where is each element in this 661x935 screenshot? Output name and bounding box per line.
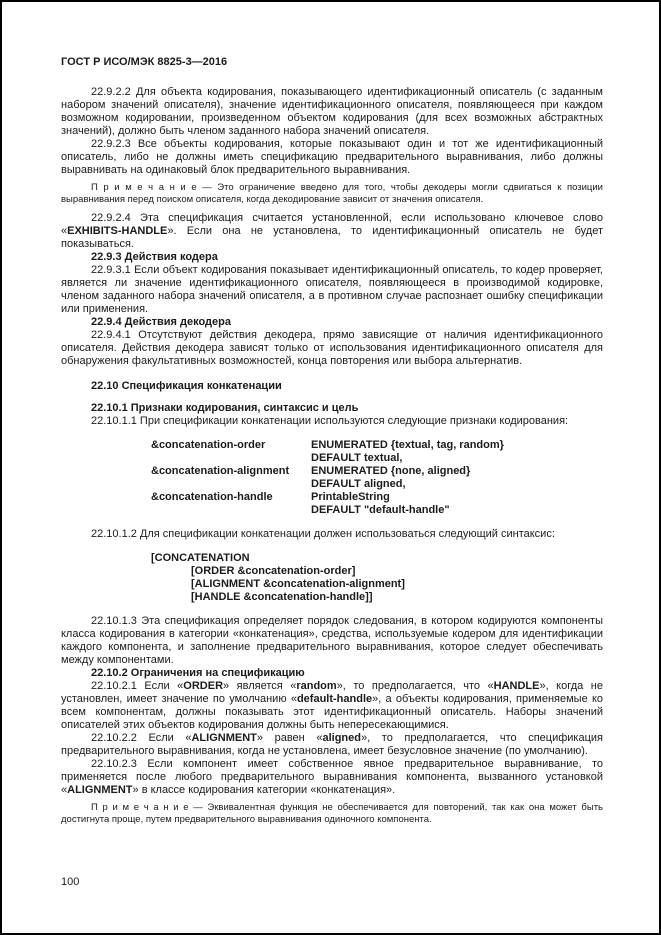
syntax-line: [ORDER &concatenation-order] [191, 565, 356, 577]
syntax-block [151, 552, 603, 604]
document-body [61, 86, 603, 825]
paragraph: 22.9.4.1 Отсутствуют действия декодера, прямо зависящие от наличия идентификационного описателя. Действия декодера зависят только от использования идентификационного описателя для обнаружения факультативных возможностей, конца повторения или выбора альтернатив. [61, 329, 603, 367]
field-value: ENUMERATED {none, aligned} DEFAULT aligned, [311, 465, 471, 490]
syntax-line: [HANDLE &concatenation-handle]] [191, 591, 373, 603]
field-name: &concatenation-order [151, 439, 266, 451]
field-value: PrintableString DEFAULT "default-handle" [311, 491, 450, 516]
note: П р и м е ч а н и е — Это ограничение введено для того, чтобы декодеры могли сдвигаться к позиции выравнивания перед поиском описателя, когда декодирование зависит от значения описателя. [61, 182, 603, 205]
paragraph: 22.10.2.2 Если «ALIGNMENT» равен «aligned», то предполагается, что спецификация предварительного выравнивания, когда не установлена, имеет безусловное значение (по умолчанию). [61, 732, 603, 757]
section-heading: 22.10 Спецификация конкатенации [91, 380, 282, 392]
heading: 22.9.3 Действия кодера [91, 251, 218, 263]
field-definition-row [151, 465, 603, 491]
syntax-line: [ALIGNMENT &concatenation-alignment] [191, 578, 405, 590]
syntax-line: [CONCATENATION [151, 552, 250, 564]
paragraph: 22.9.2.3 Все объекты кодирования, которые показывают один и тот же идентификационный описатель, либо не должны иметь спецификацию предварительного выравнивания, либо должны выравнивать на одинаковый блок предварительного выравнивания. [61, 138, 603, 176]
running-header: ГОСТ Р ИСО/МЭК 8825-3—2016 [61, 56, 228, 68]
paragraph: 22.10.2.3 Если компонент имеет собственное явное предварительное выравнивание, то применяется после любого предварительного выравнивания компонента, вызванного установкой «ALIGNMENT» в классе кодирования категории «конкатенация». [61, 758, 603, 796]
paragraph: 22.10.1.2 Для спецификации конкатенации должен использоваться следующий синтаксис: [91, 528, 555, 540]
field-definition-row [151, 439, 603, 465]
note: П р и м е ч а н и е — Эквивалентная функция не обеспечивается для повторений, так как она может быть достигнута проще, путем предварительного выравнивания одиночного компонента. [61, 802, 603, 825]
page-number: 100 [61, 876, 80, 888]
field-value: ENUMERATED {textual, tag, random} DEFAULT textual, [311, 439, 504, 464]
document-content [61, 56, 603, 832]
field-definition-list [151, 439, 603, 517]
paragraph: 22.9.2.2 Для объекта кодирования, показывающего идентификационный описатель (с заданным набором значений описателя), значение идентификационного описателя, появляющееся при каждом возможном кодировании, произведенном объектом кодирования (для всех возможных абстрактных значений), должно быть членом заданного набора значений описателя. [61, 86, 603, 137]
field-definition-row [151, 491, 603, 517]
field-name: &concatenation-handle [151, 491, 273, 503]
heading: 22.9.4 Действия декодера [91, 316, 231, 328]
paragraph: 22.10.1.1 При спецификации конкатенации используются следующие признаки кодирования: [91, 415, 569, 427]
sub-heading: 22.10.1 Признаки кодирования, синтаксис и цель [91, 402, 359, 414]
paragraph: 22.9.2.4 Эта спецификация считается установленной, если использовано ключевое слово «EXHIBITS-HANDLE». Если она не установлена, то идентификационный описатель не будет показываться. [61, 212, 603, 250]
paragraph: 22.9.3.1 Если объект кодирования показывает идентификационный описатель, то кодер проверяет, является ли значение идентификационного описателя, появляющееся в производимой кодировке, членом заданного набора значений описателя, а в противном случае распознает ошибку спецификации или применения. [61, 264, 603, 315]
paragraph: 22.10.2.1 Если «ORDER» является «random», то предполагается, что «HANDLE», когда не установлен, имеет значение по умолчанию «default-handle», а объекты кодирования, применяемые ко всем компонентам, должны показывать этот идентификационный описатель. Наборы значений описателей этих объектов кодирования должны быть непересекающимися. [61, 680, 603, 731]
paragraph: 22.10.1.3 Эта спецификация определяет порядок следования, в котором кодируются компоненты класса кодирования в категории «конкатенация», средства, используемые кодером для идентификации каждого компонента, и заполнение предварительного выравнивания, которое следует обеспечивать между компонентами. [61, 615, 603, 666]
sub-heading: 22.10.2 Ограничения на спецификацию [91, 667, 305, 679]
field-name: &concatenation-alignment [151, 465, 290, 477]
